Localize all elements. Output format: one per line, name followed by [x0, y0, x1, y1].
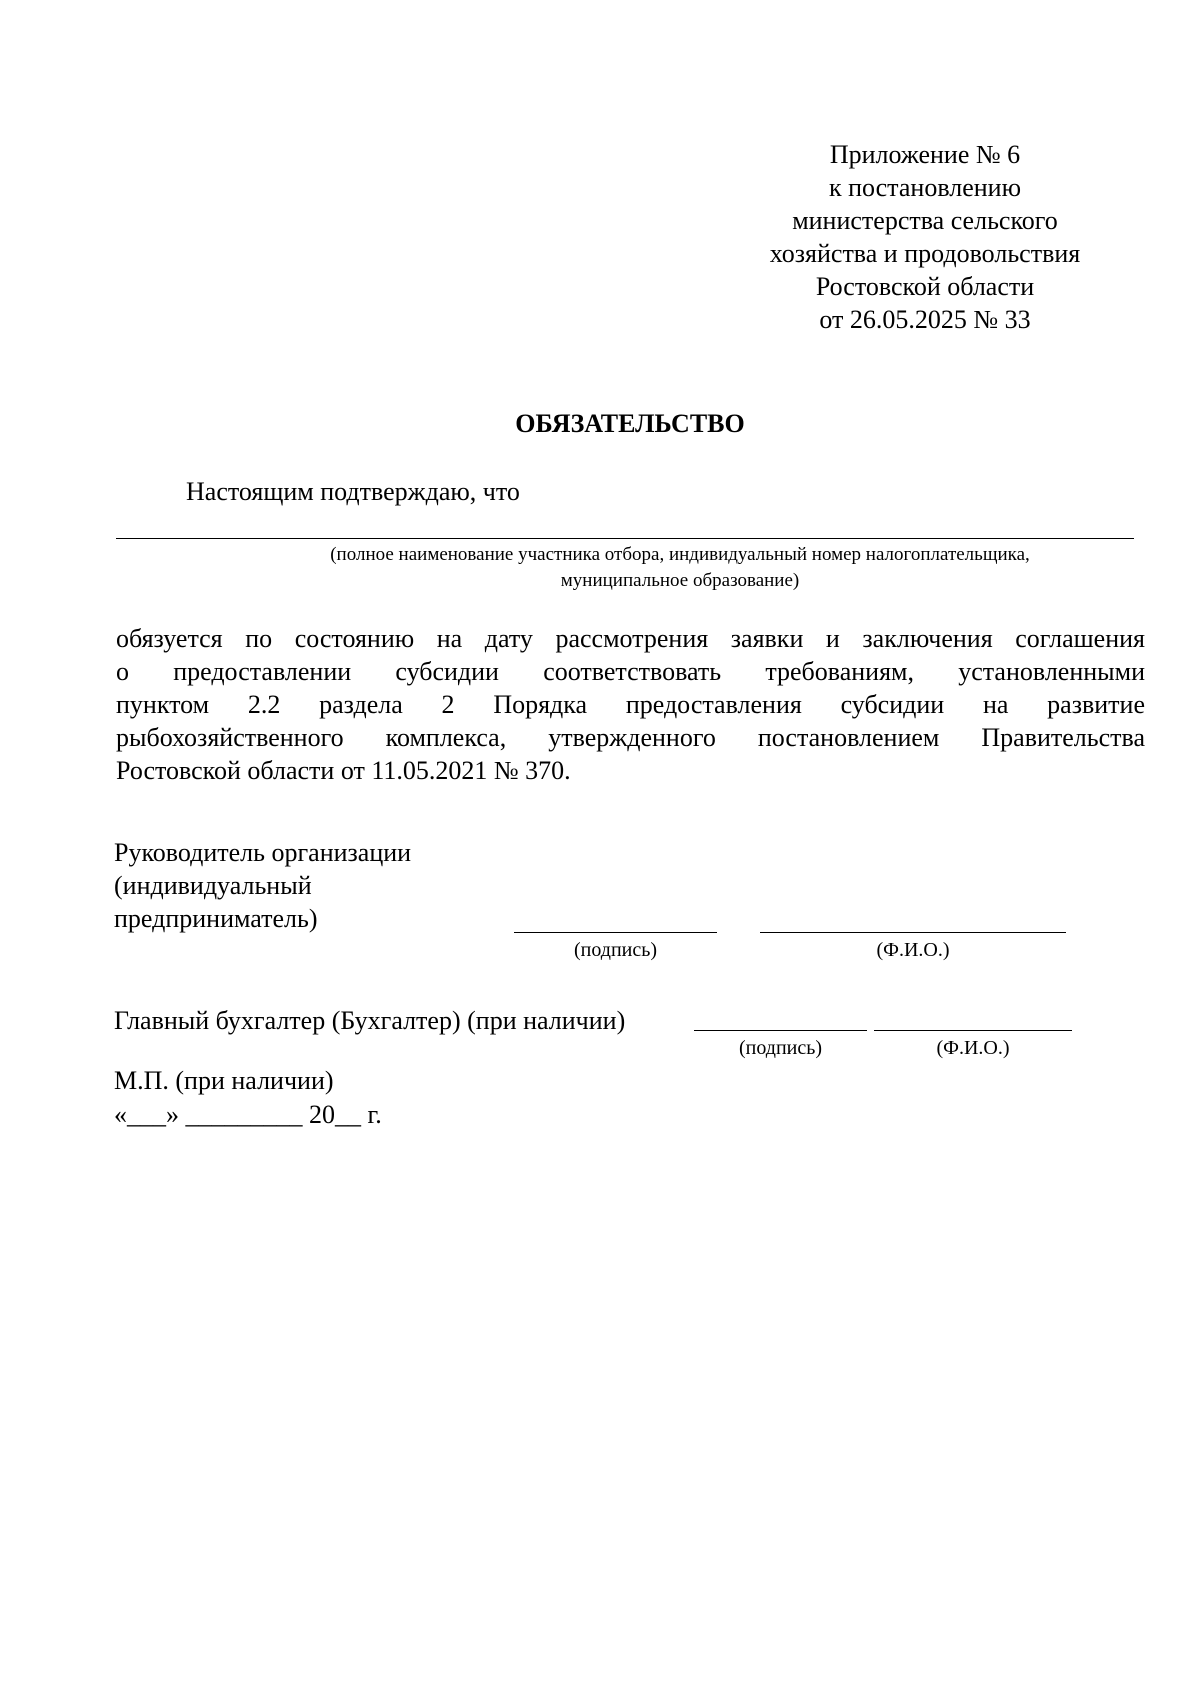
appendix-ministry-line: министерства сельского — [792, 206, 1058, 235]
appendix-ministry-line-2: хозяйства и продовольствия — [769, 239, 1081, 268]
paragraph-line-2: о предоставлении субсидии соответствовать требованиям, установленными — [116, 657, 1145, 686]
paragraph-line-5: Ростовской области от 11.05.2021 № 370. — [116, 756, 571, 785]
participant-hint-line-1: (полное наименование участника отбора, индивидуальный номер налогоплательщика, — [330, 544, 1030, 565]
stamp-note: М.П. (при наличии) — [114, 1066, 334, 1095]
intro-text: Настоящим подтверждаю, что — [186, 477, 520, 506]
appendix-number: Приложение № 6 — [829, 140, 1021, 169]
participant-hint-line-2: муниципальное образование) — [560, 570, 800, 591]
paragraph-line-3: пунктом 2.2 раздела 2 Порядка предоставления субсидии на развитие — [116, 690, 1145, 719]
paragraph-line-1: обязуется по состоянию на дату рассмотрения заявки и заключения соглашения — [116, 624, 1145, 653]
appendix-date-line: от 26.05.2025 № 33 — [819, 305, 1031, 334]
document-title: ОБЯЗАТЕЛЬСТВО — [515, 409, 745, 438]
head-label-line-1: Руководитель организации — [114, 838, 412, 867]
obligation-paragraph — [116, 622, 1145, 787]
appendix-header — [735, 138, 1115, 336]
head-name-line — [760, 932, 1066, 933]
appendix-region-line: Ростовской области — [815, 272, 1035, 301]
paragraph-line-4: рыбохозяйственного комплекса, утвержденного постановлением Правительства — [116, 723, 1145, 752]
appendix-ref-line: к постановлению — [828, 173, 1022, 202]
head-signer-label — [114, 836, 411, 935]
participant-hint — [200, 542, 1160, 594]
head-label-line-3: предприниматель) — [114, 904, 318, 933]
accountant-name-caption: (Ф.И.О.) — [936, 1037, 1010, 1059]
head-signature-caption: (подпись) — [573, 939, 658, 961]
head-signature-line — [514, 932, 717, 933]
head-label-line-2: (индивидуальный — [114, 871, 312, 900]
accountant-signature-caption: (подпись) — [738, 1037, 823, 1059]
accountant-signature-line — [694, 1030, 867, 1031]
participant-fill-line — [116, 538, 1134, 539]
head-name-caption: (Ф.И.О.) — [876, 939, 950, 961]
date-fill-line: «___» _________ 20__ г. — [114, 1100, 382, 1129]
accountant-name-line — [874, 1030, 1072, 1031]
accountant-label: Главный бухгалтер (Бухгалтер) (при наличии) — [114, 1006, 626, 1035]
